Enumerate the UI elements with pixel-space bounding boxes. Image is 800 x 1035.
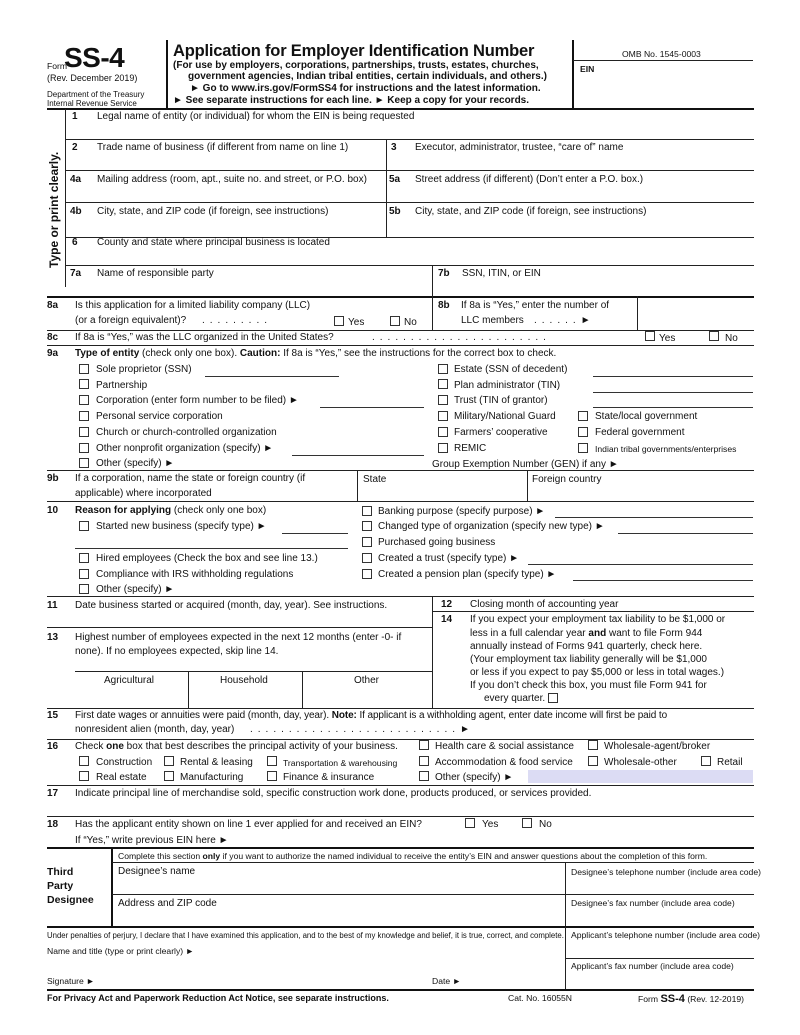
line-12-number: 12 [441, 599, 453, 610]
applicant-phone-input[interactable] [571, 942, 751, 956]
designee-fax-input[interactable] [571, 910, 751, 924]
llc-members-input[interactable] [640, 300, 750, 326]
form-word: Form [47, 61, 68, 71]
llc-yes-checkbox[interactable] [334, 316, 344, 326]
activity-transportation-checkbox[interactable] [267, 756, 277, 766]
activity-manufacturing-label: Manufacturing [180, 772, 244, 783]
reason-new-business-label: Started new business (specify type) ► [96, 521, 267, 532]
entity-remic-label: REMIC [454, 443, 487, 454]
omb-number: OMB No. 1545-0003 [622, 49, 701, 59]
entity-partnership-label: Partnership [96, 380, 148, 391]
county-state-input[interactable] [70, 249, 750, 263]
line-14-text-3: annually instead of Forms 941 quarterly, check here. [470, 641, 703, 652]
reason-hired-employees-label: Hired employees (Check the box and see line 13.) [96, 553, 318, 564]
designee-phone-label: Designee’s telephone number (include area code) [571, 867, 761, 877]
line-1-number: 1 [72, 111, 78, 122]
reason-pension-checkbox[interactable] [362, 569, 372, 579]
line-3-label: Executor, administrator, trustee, “care of” name [415, 142, 624, 153]
line-12-label: Closing month of accounting year [470, 599, 619, 610]
reason-banking-label: Banking purpose (specify purpose) ► [378, 506, 546, 517]
llc-us-yes-checkbox[interactable] [645, 331, 655, 341]
activity-other-checkbox[interactable] [419, 771, 429, 781]
line-13-number: 13 [47, 632, 59, 643]
activity-wholesale-agent-checkbox[interactable] [588, 740, 598, 750]
line-8b-label-1: If 8a is “Yes,” enter the number of [461, 300, 610, 311]
employees-agricultural-label: Agricultural [104, 675, 155, 686]
activity-rental-label: Rental & leasing [180, 757, 253, 768]
street-address-input[interactable] [392, 186, 750, 200]
entity-estate-label: Estate (SSN of decedent) [454, 364, 568, 375]
line-17-number: 17 [47, 788, 59, 799]
line-13-label-2: none). If no employees expected, skip line 14. [75, 646, 279, 657]
privacy-notice: For Privacy Act and Paperwork Reduction Act Notice, see separate instructions. [47, 993, 389, 1003]
llc-yes-label: Yes [348, 317, 365, 328]
catalog-number: Cat. No. 16055N [508, 993, 573, 1003]
activity-wholesale-agent-label: Wholesale-agent/broker [604, 741, 711, 752]
reason-hired-employees-checkbox[interactable] [79, 553, 89, 563]
responsible-party-input[interactable] [70, 280, 425, 292]
designee-phone-input[interactable] [571, 879, 751, 893]
ssn-itin-ein-input[interactable] [438, 280, 750, 292]
line-2-label: Trade name of business (if different from name on line 1) [97, 142, 349, 153]
llc-no-label: No [404, 317, 417, 328]
entity-federal-checkbox[interactable] [578, 427, 588, 437]
entity-indian-tribal-label: Indian tribal governments/enterprises [595, 444, 737, 454]
employees-other-label: Other [354, 675, 380, 686]
employees-household-input[interactable] [192, 689, 298, 705]
line-14-text-6: If you don’t check this box, you must file Form 941 for [470, 680, 707, 691]
line-1-label: Legal name of entity (or individual) for whom the EIN is being requested [97, 111, 415, 122]
prior-ein-yes-label: Yes [482, 819, 499, 830]
form-id: SS-4 [64, 42, 125, 73]
department-line2: Internal Revenue Service [47, 99, 137, 108]
entity-trust-checkbox[interactable] [438, 395, 448, 405]
mailing-address-input[interactable] [70, 186, 380, 200]
entity-personal-service-checkbox[interactable] [79, 411, 89, 421]
entity-estate-checkbox[interactable] [438, 364, 448, 374]
line-10-label: Reason for applying (check only one box) [75, 505, 267, 516]
form-subtitle-2: government agencies, Indian tribal entities, certain individuals, and others.) [188, 71, 547, 82]
line-8b-number: 8b [438, 300, 450, 311]
entity-farmers-coop-label: Farmers’ cooperative [454, 427, 548, 438]
prior-ein-no-checkbox[interactable] [522, 818, 532, 828]
llc-no-checkbox[interactable] [390, 316, 400, 326]
line-8c-number: 8c [47, 332, 59, 343]
entity-trust-label: Trust (TIN of grantor) [454, 395, 548, 406]
form-subtitle-1: (For use by employers, corporations, partnerships, trusts, estates, churches, [173, 60, 539, 71]
prior-ein-yes-checkbox[interactable] [465, 818, 475, 828]
entity-corporation-checkbox[interactable] [79, 395, 89, 405]
line-14-text-2: less in a full calendar year and want to file Form 944 [470, 628, 703, 639]
line-18-label: Has the applicant entity shown on line 1 ever applied for and received an EIN? [75, 819, 422, 830]
activity-transportation-label: Transportation & warehousing [283, 758, 398, 768]
llc-us-no-checkbox[interactable] [709, 331, 719, 341]
type-or-print-label: Type or print clearly. [47, 151, 61, 268]
street-city-input[interactable] [392, 218, 750, 232]
line-7b-number: 7b [438, 268, 450, 279]
date-label: Date ► [432, 976, 462, 986]
entity-church-checkbox[interactable] [79, 427, 89, 437]
activity-wholesale-other-checkbox[interactable] [588, 756, 598, 766]
legal-name-input[interactable] [70, 122, 750, 136]
activity-manufacturing-checkbox[interactable] [164, 771, 174, 781]
activity-other-label: Other (specify) ► [435, 772, 514, 783]
incorporation-state-label: State [363, 474, 387, 485]
entity-personal-service-label: Personal service corporation [96, 411, 223, 422]
revision-date: (Rev. December 2019) [47, 73, 138, 83]
activity-accommodation-checkbox[interactable] [419, 756, 429, 766]
reason-pension-label: Created a pension plan (specify type) ► [378, 569, 557, 580]
form-subtitle-3: ► Go to www.irs.gov/FormSS4 for instructions and the latest information. [190, 83, 541, 94]
incorporation-foreign-label: Foreign country [532, 474, 602, 485]
activity-construction-label: Construction [96, 757, 153, 768]
activity-retail-checkbox[interactable] [701, 756, 711, 766]
reason-other-label: Other (specify) ► [96, 584, 175, 595]
reason-purchased-label: Purchased going business [378, 537, 496, 548]
reason-changed-type-label: Changed type of organization (specify new type) ► [378, 521, 605, 532]
ein-label: EIN [580, 64, 595, 74]
date-input[interactable] [462, 972, 560, 986]
activity-other-input[interactable] [528, 770, 753, 783]
incorporation-foreign-input[interactable] [532, 486, 750, 498]
applicant-fax-input[interactable] [571, 973, 751, 987]
merchandise-input[interactable] [75, 800, 750, 814]
line-5b-label: City, state, and ZIP code (if foreign, see instructions) [415, 206, 647, 217]
line-4b-number: 4b [70, 206, 82, 217]
line-11-number: 11 [47, 600, 58, 611]
reason-other-checkbox[interactable] [79, 584, 89, 594]
line-11-label: Date business started or acquired (month, day, year). See instructions. [75, 600, 388, 611]
entity-indian-tribal-checkbox[interactable] [578, 443, 588, 453]
entity-sole-proprietor-label: Sole proprietor (SSN) [96, 364, 192, 375]
applicant-fax-label: Applicant’s fax number (include area code) [571, 961, 734, 971]
reason-trust-label: Created a trust (specify type) ► [378, 553, 520, 564]
third-party-label-2: Party [47, 880, 74, 892]
entity-federal-label: Federal government [595, 427, 685, 438]
form-944-checkbox[interactable] [548, 693, 558, 703]
form-subtitle-4: ► See separate instructions for each line. ► Keep a copy for your records. [173, 95, 530, 106]
line-8c-label: If 8a is “Yes,” was the LLC organized in the United States? [75, 332, 334, 343]
department-line1: Department of the Treasury [47, 90, 145, 99]
line-14-number: 14 [441, 614, 453, 625]
third-party-intro: Complete this section only if you want to authorize the named individual to receive the entity’s EIN and answer questions about the completion of this form. [118, 851, 708, 861]
activity-finance-checkbox[interactable] [267, 771, 277, 781]
employees-other-input[interactable] [306, 689, 428, 705]
entity-corporation-label: Corporation (enter form number to be filed) ► [96, 395, 299, 406]
gen-label: Group Exemption Number (GEN) if any ► [432, 459, 619, 470]
date-started-input[interactable] [75, 612, 425, 624]
line-17-label: Indicate principal line of merchandise sold, specific construction work done, products produced, or services provided. [75, 788, 592, 799]
previous-ein-input[interactable] [232, 833, 432, 846]
activity-health-care-label: Health care & social assistance [435, 741, 574, 752]
line-14-text-1: If you expect your employment tax liability to be $1,000 or [470, 614, 726, 625]
line-15-number: 15 [47, 710, 59, 721]
line-3-number: 3 [391, 142, 397, 153]
line-16-label: Check one box that best describes the principal activity of your business. [75, 741, 398, 752]
applicant-phone-label: Applicant’s telephone number (include area code) [571, 930, 761, 940]
line-2-number: 2 [72, 142, 78, 153]
entity-state-local-label: State/local government [595, 411, 698, 422]
reason-trust-checkbox[interactable] [362, 553, 372, 563]
entity-partnership-checkbox[interactable] [79, 379, 89, 389]
entity-other-checkbox[interactable] [79, 458, 89, 468]
reason-compliance-label: Compliance with IRS withholding regulations [96, 569, 294, 580]
line-15-label-2: nonresident alien (month, day, year) [75, 724, 235, 735]
line-9b-number: 9b [47, 473, 59, 484]
line-4b-label: City, state, and ZIP code (if foreign, see instructions) [97, 206, 329, 217]
line-4a-label: Mailing address (room, apt., suite no. and street, or P.O. box) [97, 174, 367, 185]
line-8a-label-1: Is this application for a limited liability company (LLC) [75, 300, 311, 311]
entity-other-label: Other (specify) ► [96, 458, 175, 469]
line-7b-label: SSN, ITIN, or EIN [462, 268, 541, 279]
line-14-text-7: every quarter. [484, 693, 546, 704]
line-8b-label-2: LLC members [461, 315, 524, 326]
line-18-number: 18 [47, 819, 59, 830]
entity-plan-admin-label: Plan administrator (TIN) [454, 380, 561, 391]
entity-sole-proprietor-checkbox[interactable] [79, 364, 89, 374]
designee-name-input[interactable] [118, 878, 558, 892]
care-of-input[interactable] [392, 154, 750, 168]
incorporation-state-input[interactable] [362, 486, 522, 498]
line-14-text-4: (Your employment tax liability generally will be $1,000 [470, 654, 707, 665]
entity-plan-admin-checkbox[interactable] [438, 379, 448, 389]
line-14-text-5: or less if you expect to pay $5,000 or less in total wages.) [470, 667, 725, 678]
reason-changed-type-checkbox[interactable] [362, 521, 372, 531]
third-party-label-3: Designee [47, 894, 94, 906]
activity-construction-checkbox[interactable] [79, 756, 89, 766]
third-party-label-1: Third [47, 866, 74, 878]
form-title: Application for Employer Identification Number [173, 42, 535, 60]
prior-ein-no-label: No [539, 819, 552, 830]
reason-new-business-checkbox[interactable] [79, 521, 89, 531]
activity-health-care-checkbox[interactable] [419, 740, 429, 750]
line-4a-number: 4a [70, 174, 82, 185]
line-8a-label-2: (or a foreign equivalent)? [75, 315, 187, 326]
activity-finance-label: Finance & insurance [283, 772, 375, 783]
signature-label: Signature ► [47, 976, 95, 986]
line-9a-number: 9a [47, 348, 59, 359]
llc-us-no-label: No [725, 333, 738, 344]
activity-retail-label: Retail [717, 757, 743, 768]
line-13-label-1: Highest number of employees expected in the next 12 months (enter -0- if [75, 632, 402, 643]
footer-form-id: Form SS-4 (Rev. 12-2019) [638, 993, 744, 1005]
trade-name-input[interactable] [70, 154, 380, 168]
designee-address-input[interactable] [118, 910, 558, 924]
line-15-label-1: First date wages or annuities were paid (month, day, year). Note: If applicant is a withholding agent, enter date income will first be paid to [75, 710, 668, 721]
activity-rental-checkbox[interactable] [164, 756, 174, 766]
line-10-number: 10 [47, 505, 59, 516]
line-16-number: 16 [47, 741, 59, 752]
name-title-label: Name and title (type or print clearly) ► [47, 946, 195, 956]
line-6-label: County and state where principal business is located [97, 237, 330, 248]
activity-wholesale-other-label: Wholesale-other [604, 757, 677, 768]
signature-input[interactable] [104, 972, 424, 986]
employees-agricultural-input[interactable] [78, 689, 184, 705]
reason-compliance-checkbox[interactable] [79, 569, 89, 579]
mailing-city-input[interactable] [70, 218, 380, 232]
entity-military-label: Military/National Guard [454, 411, 556, 422]
entity-other-nonprofit-label: Other nonprofit organization (specify) ► [96, 443, 274, 454]
line-8a-number: 8a [47, 300, 59, 311]
entity-remic-checkbox[interactable] [438, 443, 448, 453]
previous-ein-label: If “Yes,” write previous EIN here ► [75, 835, 229, 846]
entity-state-local-checkbox[interactable] [578, 411, 588, 421]
perjury-statement: Under penalties of perjury, I declare that I have examined this application, and to the best of my knowledge and belief, it is true, correct, and complete. [47, 931, 564, 940]
name-title-input[interactable] [208, 944, 558, 957]
entity-church-label: Church or church-controlled organization [96, 427, 277, 438]
line-9a-label: Type of entity (check only one box). Caution: If 8a is “Yes,” see the instructions for the correct box to check. [75, 348, 557, 359]
designee-name-label: Designee’s name [118, 866, 196, 877]
line-6-number: 6 [72, 237, 78, 248]
reason-purchased-checkbox[interactable] [362, 537, 372, 547]
llc-us-yes-label: Yes [659, 333, 676, 344]
entity-farmers-coop-checkbox[interactable] [438, 427, 448, 437]
line-9b-label-1: If a corporation, name the state or foreign country (if [75, 473, 306, 484]
ein-field[interactable] [578, 72, 750, 106]
activity-real-estate-label: Real estate [96, 772, 147, 783]
designee-fax-label: Designee’s fax number (include area code) [571, 898, 735, 908]
activity-accommodation-label: Accommodation & food service [435, 757, 573, 768]
designee-address-label: Address and ZIP code [118, 898, 217, 909]
reason-banking-checkbox[interactable] [362, 506, 372, 516]
entity-other-nonprofit-checkbox[interactable] [79, 443, 89, 453]
line-7a-label: Name of responsible party [97, 268, 214, 279]
entity-military-checkbox[interactable] [438, 411, 448, 421]
line-5a-number: 5a [389, 174, 401, 185]
employees-household-label: Household [220, 675, 268, 686]
line-5a-label: Street address (if different) (Don’t enter a P.O. box.) [415, 174, 644, 185]
activity-real-estate-checkbox[interactable] [79, 771, 89, 781]
line-5b-number: 5b [389, 206, 401, 217]
line-7a-number: 7a [70, 268, 82, 279]
line-9b-label-2: applicable) where incorporated [75, 488, 212, 499]
